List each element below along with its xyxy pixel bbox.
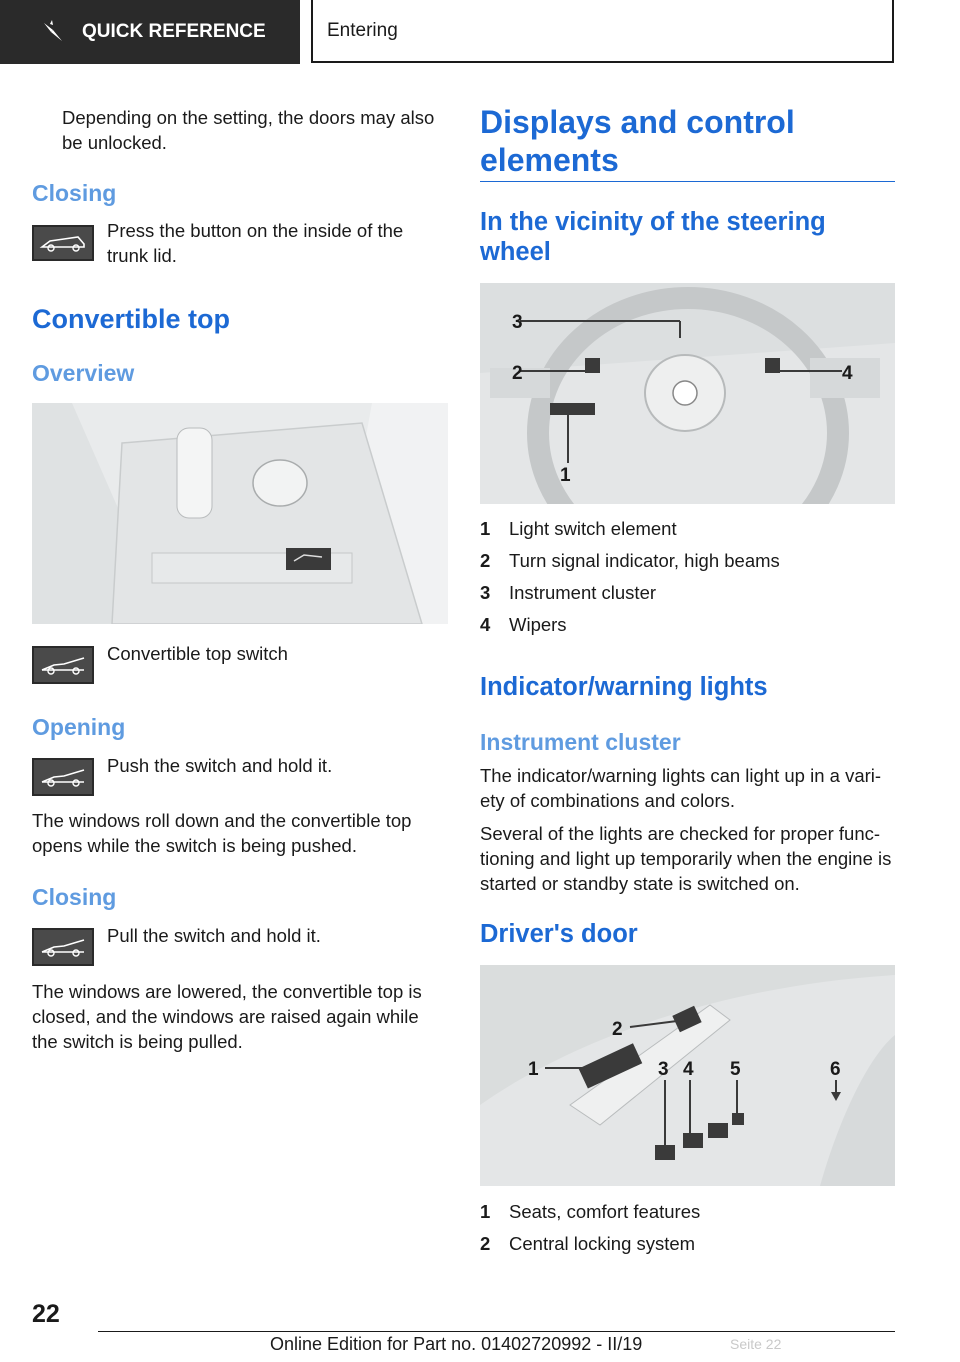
closing-trunk-text: Press the button on the inside of the trunk lid. [107, 220, 404, 266]
callout-1: 1 [528, 1059, 539, 1080]
lightning-star-icon [40, 19, 66, 45]
list-item: 1 Seats, comfort features [480, 1201, 701, 1222]
opening-instruction: Push the switch and hold it. [107, 755, 333, 776]
callout-2: 2 [512, 363, 523, 384]
callout-3: 3 [512, 312, 523, 333]
convertible-top-icon [32, 928, 94, 966]
convertible-top-icon [32, 646, 94, 684]
closing-heading: Closing [32, 180, 117, 206]
callout-6: 6 [830, 1059, 841, 1080]
heading-rule [480, 181, 895, 182]
page-number: 22 [32, 1300, 60, 1328]
drivers-door-heading: Driver's door [480, 920, 638, 948]
closing-top-heading: Closing [32, 884, 117, 910]
list-item: 2 Turn signal indicator, high beams [480, 550, 780, 571]
section-label: QUICK REFERENCE [82, 21, 266, 42]
convertible-switch-caption: Convertible top switch [107, 643, 288, 664]
edition-text: Online Edition for Part no. 01402720992 - II/19 [270, 1334, 643, 1354]
opening-heading: Opening [32, 714, 126, 740]
closing-description: The windows are lowered, the convertible top is closed, and the windows are raised again while the switch is being pulled. [32, 981, 422, 1052]
instrument-cluster-heading: Instrument cluster [480, 729, 681, 755]
displays-heading: Displays and control elements [480, 104, 795, 178]
indicator-para-2: Several of the lights are checked for proper func-tioning and light up temporarily when the engine is started or standby state is switched on. [480, 823, 892, 894]
convertible-switch-photo [32, 403, 448, 624]
overview-heading: Overview [32, 360, 135, 386]
steering-wheel-photo [480, 283, 895, 504]
intro-text: Depending on the setting, the doors may also be unlocked. [62, 107, 435, 153]
steering-legend [480, 513, 894, 641]
list-item: 1 Light switch element [480, 518, 677, 539]
callout-2: 2 [612, 1019, 623, 1040]
convertible-top-heading: Convertible top [32, 304, 231, 334]
callout-5: 5 [730, 1059, 741, 1080]
callout-3: 3 [658, 1059, 669, 1080]
trunk-button-icon [32, 225, 94, 261]
door-legend [480, 1196, 894, 1260]
indicator-heading: Indicator/warning lights [480, 673, 768, 701]
convertible-top-icon [32, 758, 94, 796]
opening-description: The windows roll down and the convertible top opens while the switch is being pushed. [32, 810, 412, 856]
list-item: 3 Instrument cluster [480, 582, 657, 603]
chapter-label: Entering [327, 19, 398, 41]
closing-instruction: Pull the switch and hold it. [107, 925, 321, 946]
drivers-door-photo [480, 965, 895, 1186]
list-item: 4 Wipers [480, 614, 567, 635]
callout-4: 4 [842, 363, 853, 384]
watermark: Seite 22 [730, 1336, 782, 1352]
chapter-tab[interactable] [311, 0, 894, 63]
steering-heading: In the vicinity of the steering wheel [480, 208, 826, 266]
list-item: 2 Central locking system [480, 1233, 696, 1254]
footer-rule [98, 1331, 895, 1332]
callout-1: 1 [560, 465, 571, 486]
indicator-para-1: The indicator/warning lights can light up in a vari-ety of combinations and colors. [480, 765, 882, 811]
callout-4: 4 [683, 1059, 694, 1080]
section-tab[interactable] [0, 0, 300, 64]
